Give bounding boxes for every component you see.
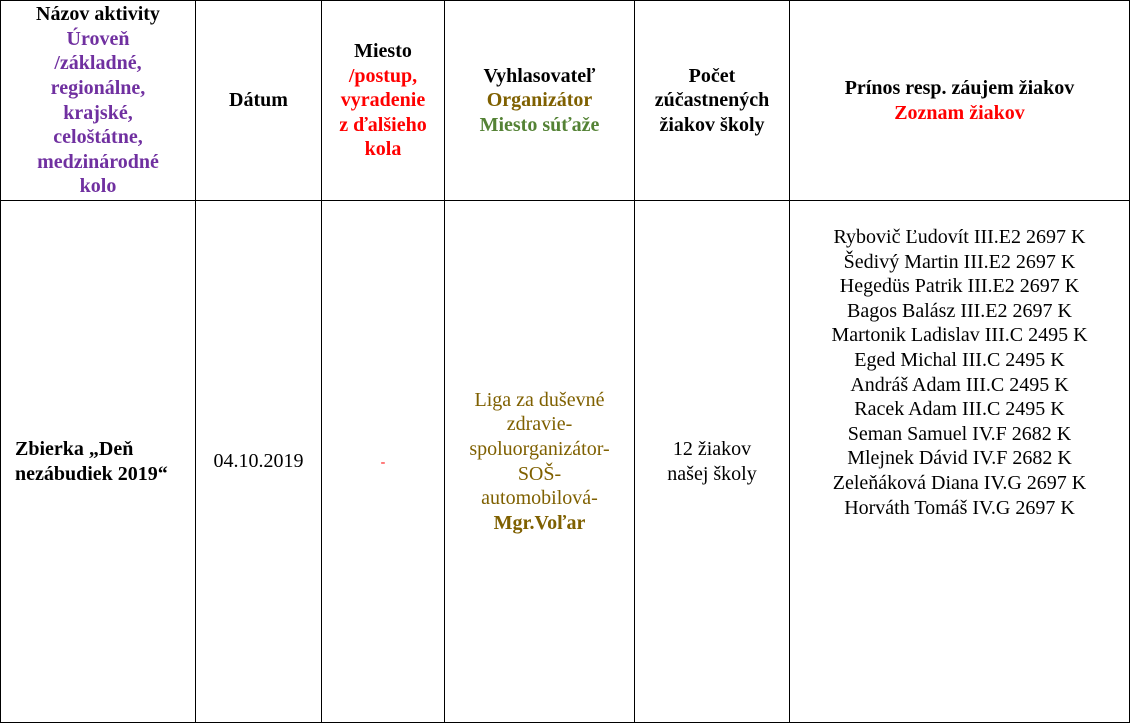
activity-name-line: nezábudiek 2019“ [15,462,168,485]
header-date [196,1,322,201]
header-count [635,1,790,201]
header-organizer: Organizátor [486,89,593,112]
count-line: 12 žiakov [672,437,752,460]
organizer-line: automobilová- [481,487,598,510]
list-item: Racek Adam III.C 2495 K [854,398,1065,421]
header-level-line: Úroveň [66,27,130,50]
place-cell [322,201,445,723]
activity-cell [1,201,196,723]
header-announcer [445,1,635,201]
organizer-line: zdravie- [506,413,573,436]
count-cell [635,201,790,723]
organizer-person: Mgr.Voľar [493,511,586,534]
header-count-line: Počet [688,64,736,87]
header-benefit-title: Prínos resp. záujem žiakov [844,76,1075,99]
organizer-cell [445,201,635,723]
header-level-line: krajské, [63,101,133,124]
list-item: Šedivý Martin III.E2 2697 K [843,250,1076,273]
header-level-line: /základné, [54,52,142,75]
list-item: Rybovič Ľudovít III.E2 2697 K [833,226,1086,248]
list-item: Mlejnek Dávid IV.F 2682 K [847,447,1072,470]
list-item: Zeleňáková Diana IV.G 2697 K [832,471,1087,494]
header-place [322,1,445,201]
header-place-title: Miesto [354,40,412,63]
list-item: Eged Michal III.C 2495 K [854,348,1065,371]
list-item: Martonik Ladislav III.C 2495 K [831,324,1088,347]
header-level-line: medzinárodné [37,150,159,173]
header-place-sub: vyradenie [340,89,426,112]
students-cell [790,201,1130,723]
date-cell [196,201,322,723]
header-row [1,1,1130,201]
header-count-line: žiakov školy [659,113,765,136]
header-level-line: regionálne, [50,76,146,99]
header-student-list-label: Zoznam žiakov [894,101,1025,124]
header-benefit [790,1,1130,201]
header-level-last-line: kolo [79,175,117,198]
header-place-sub: /postup, [348,64,418,87]
header-date-label: Dátum [229,89,288,112]
place-value: - [380,454,386,470]
header-announcer-title: Vyhlasovateľ [483,64,596,87]
organizer-line: spoluorganizátor- [469,437,610,460]
organizer-line: Liga za duševné [474,388,605,411]
date-value: 04.10.2019 [213,450,304,473]
list-item: Seman Samuel IV.F 2682 K [847,422,1072,445]
header-place-sub: z ďalšieho [339,113,427,136]
list-item: Andráš Adam III.C 2495 K [850,373,1069,396]
list-item: Horváth Tomáš IV.G 2697 K [844,496,1075,519]
activity-name-line: Zbierka „Deň [15,437,134,460]
header-level-line: celoštátne, [53,126,143,149]
list-item: Bagos Balász III.E2 2697 K [847,299,1072,322]
organizer-line: SOŠ- [517,462,562,485]
header-venue: Miesto súťaže [479,113,600,136]
header-activity-title: Názov aktivity [36,3,160,26]
list-item: Hegedüs Patrik III.E2 2697 K [839,275,1080,298]
count-line: našej školy [667,462,757,485]
header-place-sub: kola [364,138,402,161]
header-count-line: zúčastnených [654,89,770,112]
header-activity [1,1,196,201]
table-row [1,201,1130,723]
